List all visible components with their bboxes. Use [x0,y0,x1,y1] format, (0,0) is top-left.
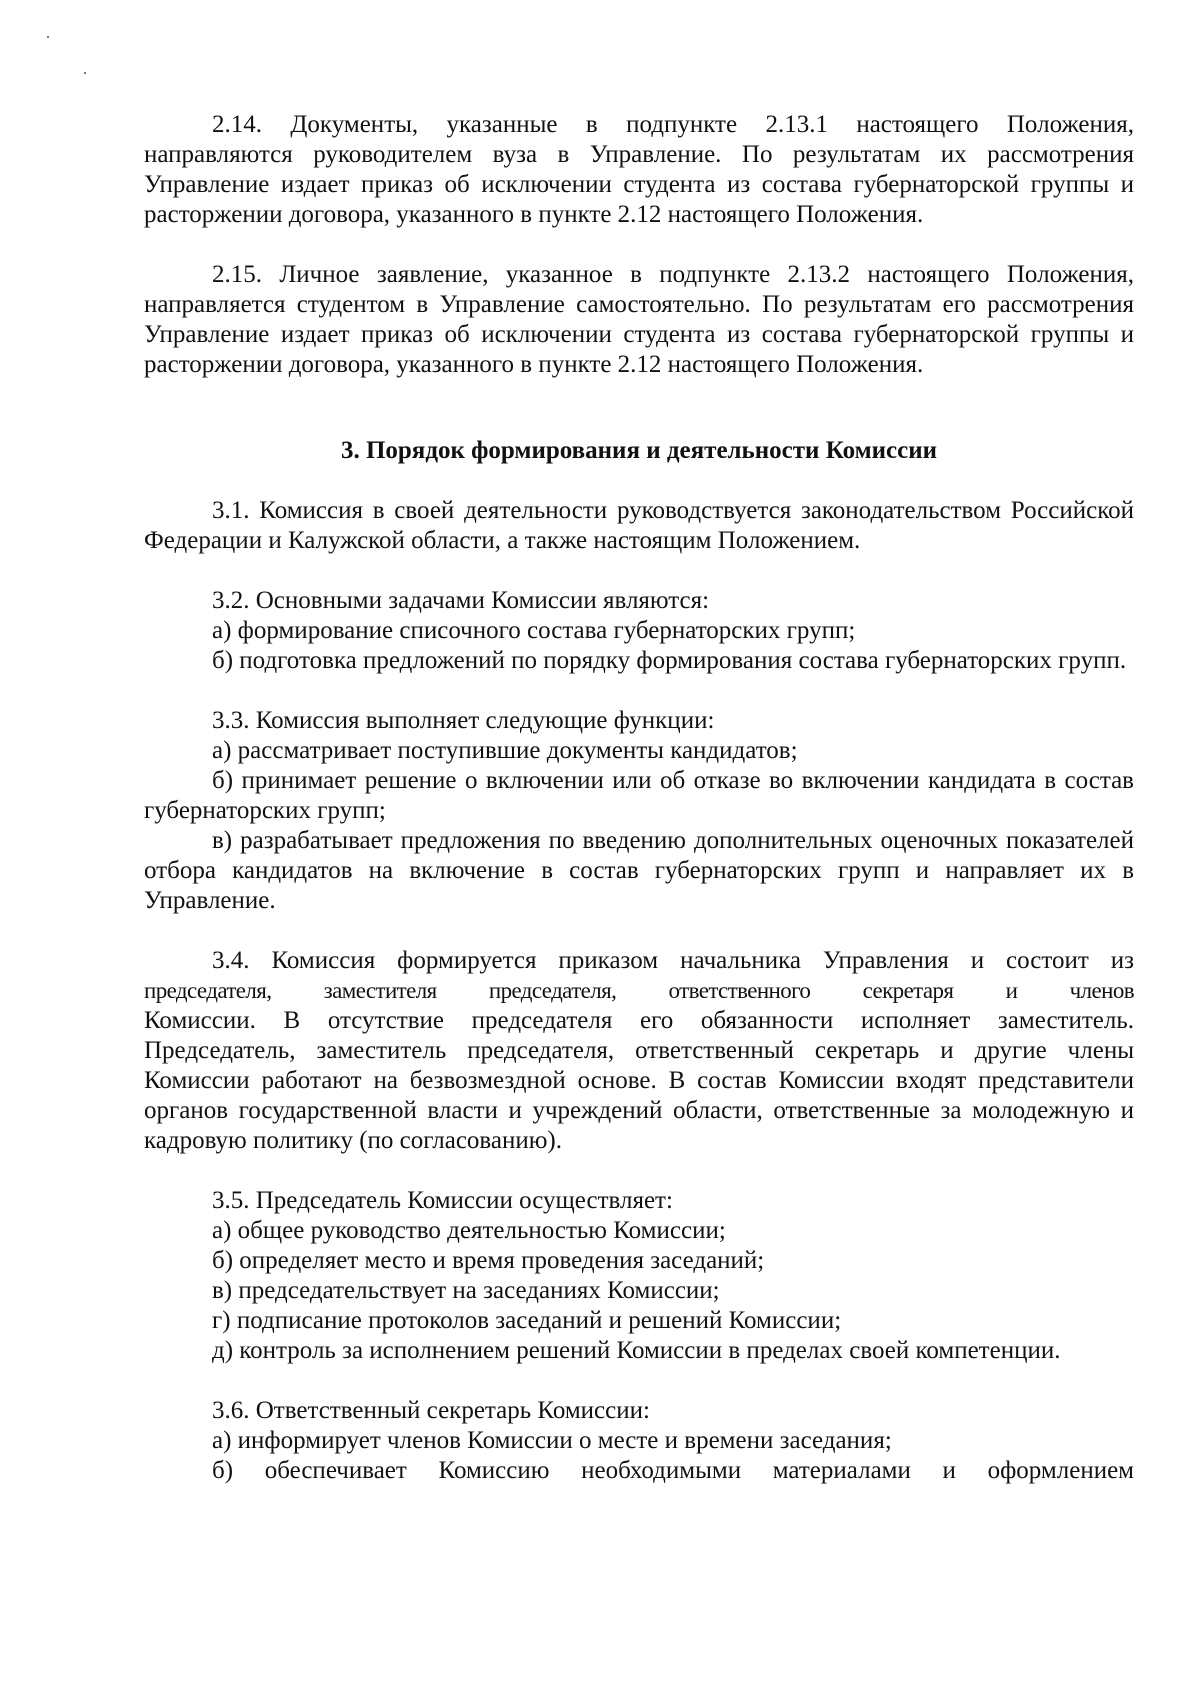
paragraph-3-4-rest: Комиссии. В отсутствие председателя его обязанности исполняет заместитель. Председатель, заместитель председателя, ответственный секретарь и другие члены Комиссии работают на безвозмездной основе. В состав Комиссии входят представители органов государственной власти и учреждений области, ответственные за молодежную и кадровую политику (по согласованию). [144,1007,1134,1154]
paragraph-3-2-a: а) формирование списочного состава губернаторских групп; [212,617,856,644]
paragraph-3-3-c: в) разрабатывает предложения по введению дополнительных оценочных показателей отбора кандидатов на включение в состав губернаторских групп и направляет их в Управление. [144,827,1134,914]
paragraph-3-5-e: д) контроль за исполнением решений Комиссии в пределах своей компетенции. [212,1337,1061,1364]
paragraph-3-3-b: б) принимает решение о включении или об отказе во включении кандидата в состав губернаторских групп; [144,767,1134,824]
paragraph-3-4-line1: 3.4. Комиссия формируется приказом начальника Управления и состоит из [212,947,1134,974]
paragraph-3-6-intro: 3.6. Ответственный секретарь Комиссии: [212,1397,650,1424]
paragraph-2-15: 2.15. Личное заявление, указанное в подпункте 2.13.2 настоящего Положения, направляется студентом в Управление самостоятельно. По результатам его рассмотрения Управление издает приказ об исключении студента из состава губернаторской группы и расторжении договора, указанного в пункте 2.12 настоящего Положения. [144,261,1134,378]
paragraph-3-2-intro: 3.2. Основными задачами Комиссии являются: [212,587,710,614]
paragraph-3-5-a: а) общее руководство деятельностью Комиссии; [212,1217,726,1244]
scan-speck [47,36,49,38]
scan-speck [84,72,86,74]
paragraph-3-5-c: в) председательствует на заседаниях Комиссии; [212,1277,720,1304]
section-3-heading: 3. Порядок формирования и деятельности Комиссии [340,437,938,464]
paragraph-3-6-a: а) информирует членов Комиссии о месте и времени заседания; [212,1427,892,1454]
paragraph-3-4-line2: председателя, заместителя председателя, ответственного секретаря и членов [144,978,1134,1003]
paragraph-3-2-b: б) подготовка предложений по порядку формирования состава губернаторских групп. [212,647,1127,674]
paragraph-3-6-b: б) обеспечивает Комиссию необходимыми материалами и оформлением [212,1457,1134,1484]
paragraph-3-3-intro: 3.3. Комиссия выполняет следующие функции: [212,707,715,734]
paragraph-3-5-b: б) определяет место и время проведения заседаний; [212,1247,765,1274]
paragraph-3-5-d: г) подписание протоколов заседаний и решений Комиссии; [212,1307,842,1334]
paragraph-3-1: 3.1. Комиссия в своей деятельности руководствуется законодательством Российской Федерации и Калужской области, а также настоящим Положением. [144,497,1134,554]
paragraph-3-5-intro: 3.5. Председатель Комиссии осуществляет: [212,1187,673,1214]
paragraph-3-3-a: а) рассматривает поступившие документы кандидатов; [212,737,798,764]
document-body [144,110,1134,1486]
paragraph-2-14: 2.14. Документы, указанные в подпункте 2.13.1 настоящего Положения, направляются руководителем вуза в Управление. По результатам их рассмотрения Управление издает приказ об исключении студента из состава губернаторской группы и расторжении договора, указанного в пункте 2.12 настоящего Положения. [144,111,1134,228]
